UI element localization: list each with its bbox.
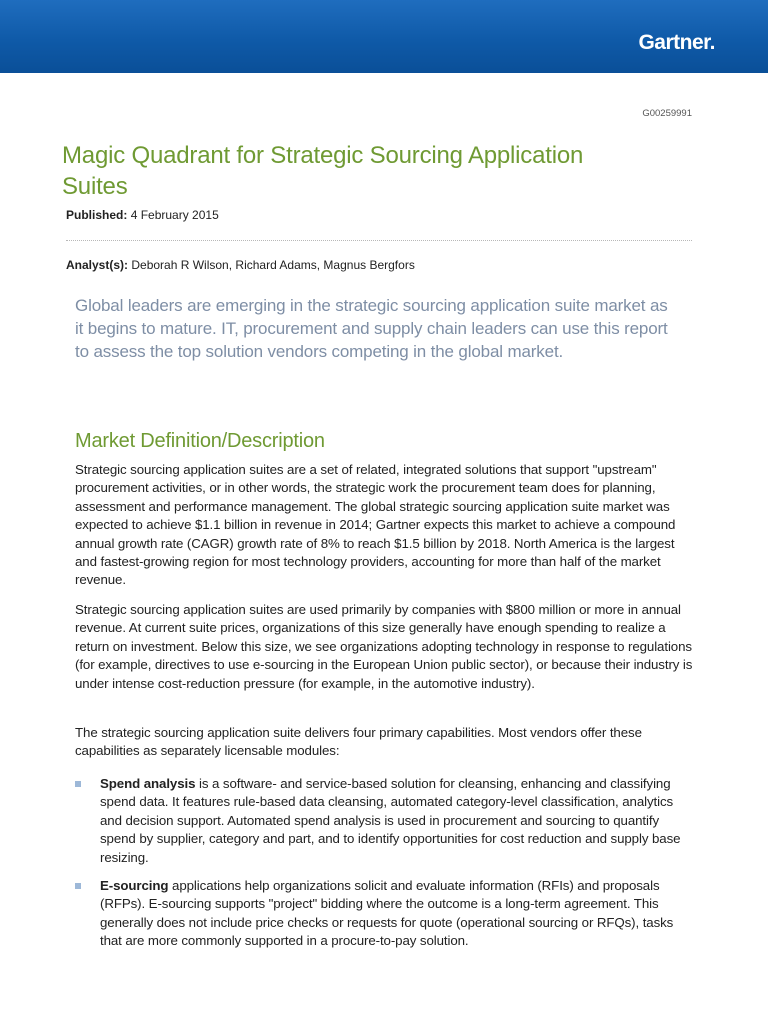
section-heading: Market Definition/Description — [75, 430, 325, 452]
published-date: 4 February 2015 — [130, 208, 219, 222]
published-line — [66, 208, 219, 222]
analysts-line — [66, 258, 415, 272]
capability-list — [75, 775, 695, 961]
list-item — [75, 775, 695, 867]
header-band — [0, 0, 768, 73]
paragraph: Strategic sourcing application suites are a set of related, integrated solutions that support "upstream" procurement activities, or in other words, the strategic work the procurement team does for planning, assessment and performance management. The global strategic sourcing application suite market was expected to achieve $1.1 billion in revenue in 2014; Gartner expects this market to achieve a compound annual growth rate (CAGR) growth rate of 8% to reach $1.5 billion by 2018. North America is the largest and fastest-growing region for most technology providers, accounting for more than half of the market revenue. — [75, 462, 676, 588]
bullet-square-icon — [75, 781, 81, 787]
published-label: Published: — [66, 208, 128, 222]
analysts-label: Analyst(s): — [66, 258, 129, 272]
bullet-square-icon — [75, 883, 81, 889]
divider — [66, 240, 692, 241]
gartner-logo: Gartner. — [638, 31, 715, 54]
summary-text: Global leaders are emerging in the strategic sourcing application suite market as it begins to mature. IT, procurement and supply chain leaders can use this report to assess the top solution vendors competing in the global market. — [75, 296, 668, 362]
list-item-text: is a software- and service-based solution for cleansing, enhancing and classifying spend data. It features rule-based data cleansing, automated category-level classification, analytics and decision support. Automated spend analysis is used in procurement and sourcing to quantify spend by supplier, category and part, and to identify opportunities for cost reduction and supply base resizing. — [100, 776, 681, 865]
paragraph: The strategic sourcing application suite delivers four primary capabilities. Most vendors offer these capabilities as separately licensable modules: — [75, 725, 642, 759]
paragraph: Strategic sourcing application suites are used primarily by companies with $800 million or more in annual revenue. At current suite prices, organizations of this size generally have enough spending to realize a return on investment. Below this size, we see organizations adopting technology in response to regulations (for example, directives to use e-sourcing in the European Union public sector), or because their industry is under intense cost-reduction pressure (for example, in the automotive industry). — [75, 602, 693, 691]
list-item-text: applications help organizations solicit and evaluate information (RFIs) and proposals (RFPs). E-sourcing supports "project" bidding where the outcome is a long-term agreement. This generally does not include price checks or requests for quote (operational sourcing or RFQs), tasks that are more commonly supported in a procure-to-pay solution. — [100, 878, 674, 949]
list-item-term: E-sourcing — [100, 878, 169, 894]
list-item-term: Spend analysis — [100, 776, 196, 791]
list-item — [75, 877, 695, 951]
document-title: Magic Quadrant for Strategic Sourcing Application Suites — [62, 142, 584, 200]
analysts-names: Deborah R Wilson, Richard Adams, Magnus Bergfors — [131, 258, 415, 272]
document-id: G00259991 — [642, 108, 692, 119]
